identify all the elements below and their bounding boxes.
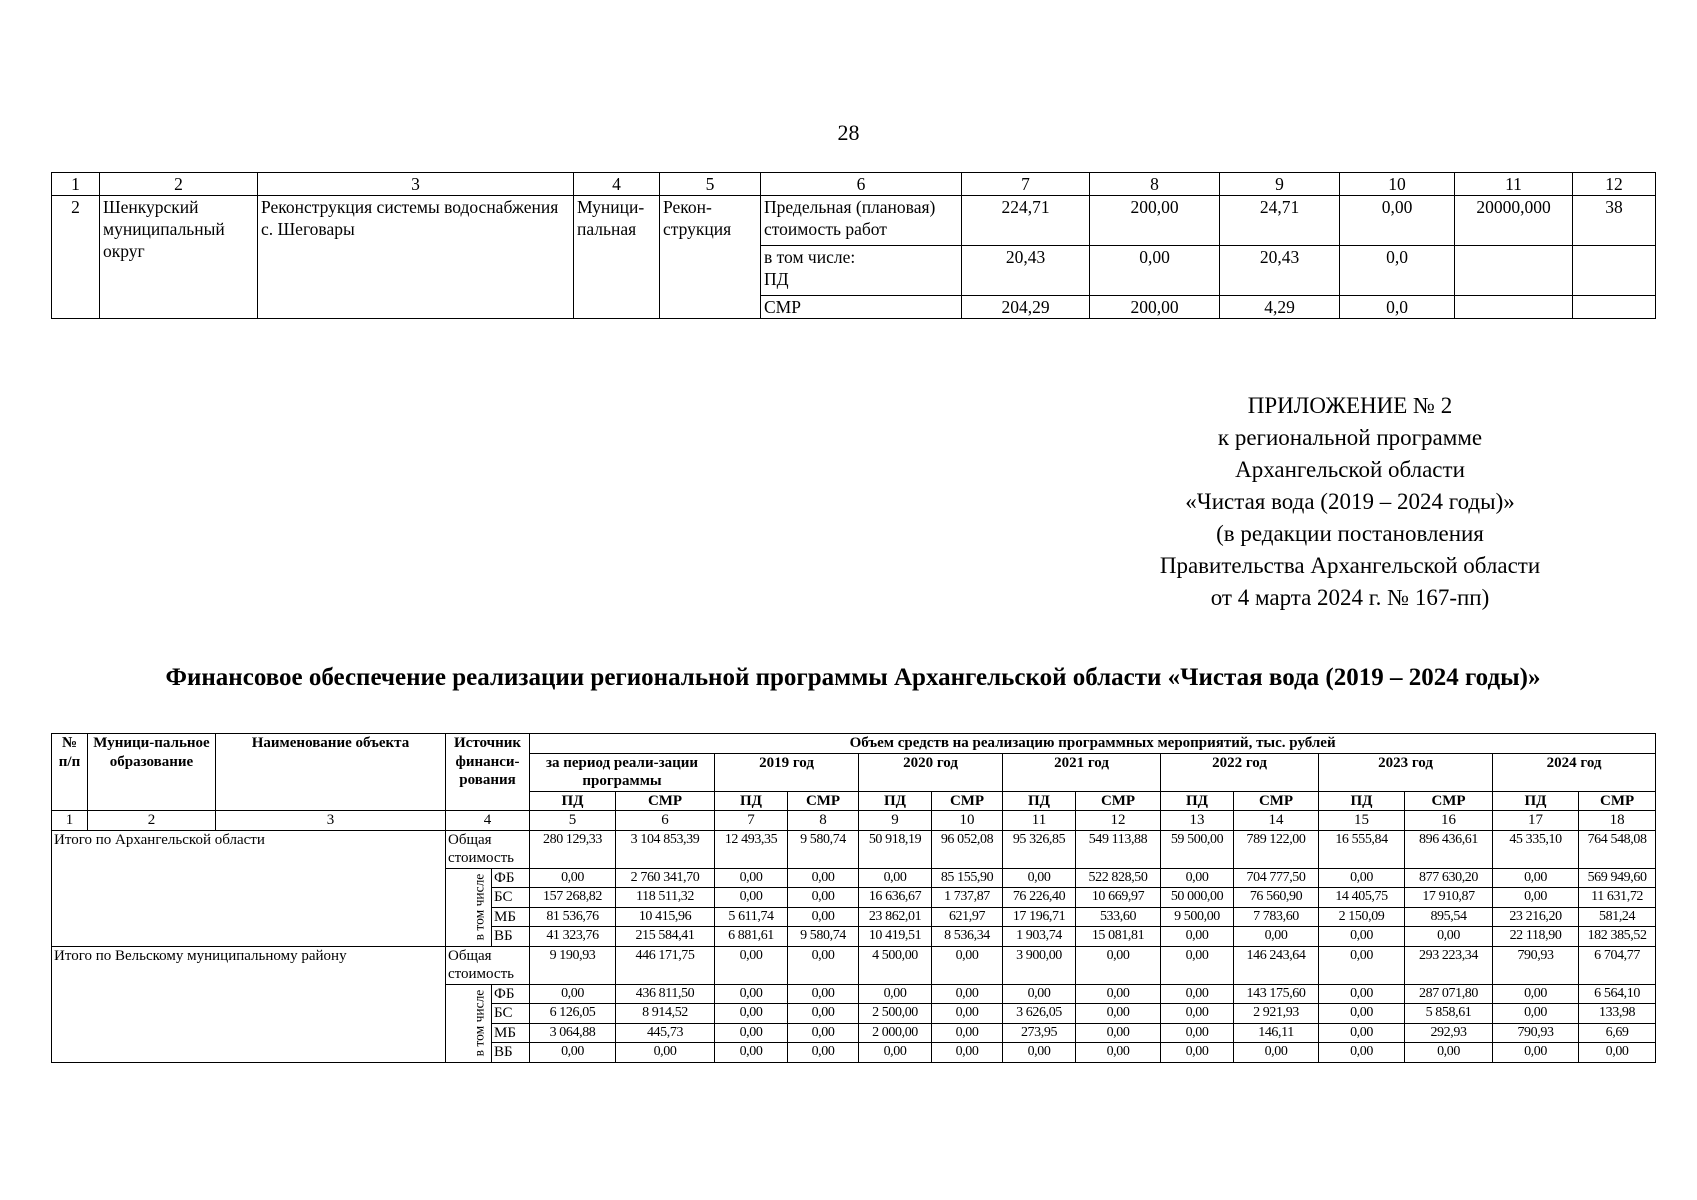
value-cell: 9 580,74	[788, 830, 859, 868]
value-cell: 0,00	[788, 907, 859, 927]
column-number: 1	[52, 173, 100, 196]
column-number: 12	[1076, 811, 1161, 831]
value-cell: 12 493,35	[715, 830, 788, 868]
value-cell: 22 118,90	[1493, 927, 1579, 947]
value-cell: 569 949,60	[1579, 868, 1656, 888]
value-cell: 20000,000	[1455, 196, 1573, 246]
value-cell: 0,00	[1319, 946, 1405, 984]
value-cell: 2 150,09	[1319, 907, 1405, 927]
group-label: Итого по Вельскому муниципальному району	[52, 946, 446, 1062]
value-cell: 764 548,08	[1579, 830, 1656, 868]
column-number-row	[52, 173, 1656, 196]
value-cell: 0,00	[1076, 984, 1161, 1004]
value-cell: 0,00	[715, 1043, 788, 1063]
value-cell: 23 216,20	[1493, 907, 1579, 927]
value-cell: 287 071,80	[1405, 984, 1493, 1004]
value-cell: 7 783,60	[1234, 907, 1319, 927]
value-cell: 0,00	[788, 868, 859, 888]
value-cell: 0,00	[1405, 927, 1493, 947]
value-cell: 6 564,10	[1579, 984, 1656, 1004]
document-title: Финансовое обеспечение реализации региональной программы Архангельской области «Чистая вода (2019 – 2024 годы)»	[165, 664, 1541, 691]
source-code: ФБ	[492, 868, 530, 888]
appendix-line: к региональной программе	[1217, 425, 1483, 450]
value-cell: 85 155,90	[932, 868, 1003, 888]
column-number: 13	[1161, 811, 1234, 831]
column-number: 4	[574, 173, 660, 196]
column-number: 1	[52, 811, 88, 831]
column-number: 5	[530, 811, 616, 831]
value-cell: 533,60	[1076, 907, 1161, 927]
value-cell: 2 760 341,70	[616, 868, 715, 888]
column-number-row	[52, 811, 1656, 831]
header-smr: СМР	[1234, 791, 1319, 811]
column-number: 8	[1090, 173, 1220, 196]
header-row	[52, 734, 1656, 754]
row-number: 2	[52, 196, 100, 319]
value-cell: 14 405,75	[1319, 888, 1405, 908]
value-cell: 0,00	[1405, 1043, 1493, 1063]
column-number: 6	[761, 173, 962, 196]
column-number: 3	[258, 173, 574, 196]
value-cell	[1455, 296, 1573, 319]
source-code: МБ	[492, 907, 530, 927]
value-cell: 2 500,00	[859, 1004, 932, 1024]
header-year: 2024 год	[1493, 753, 1656, 791]
header-year: 2020 год	[859, 753, 1003, 791]
header-smr: СМР	[1076, 791, 1161, 811]
value-cell: 45 335,10	[1493, 830, 1579, 868]
value-cell: 0,00	[859, 984, 932, 1004]
column-number: 7	[715, 811, 788, 831]
column-number: 6	[616, 811, 715, 831]
value-cell: 2 921,93	[1234, 1004, 1319, 1024]
header-municipality: Муници-пальное образование	[88, 734, 216, 811]
cost-label-line: ПД	[764, 269, 789, 289]
header-pd: ПД	[715, 791, 788, 811]
finance-table	[51, 733, 1656, 1063]
value-cell: 790,93	[1493, 946, 1579, 984]
value-cell: 293 223,34	[1405, 946, 1493, 984]
value-cell: 3 064,88	[530, 1023, 616, 1043]
value-cell: 896 436,61	[1405, 830, 1493, 868]
value-cell: 522 828,50	[1076, 868, 1161, 888]
value-cell: 0,00	[1319, 868, 1405, 888]
value-cell: 204,29	[962, 296, 1090, 319]
value-cell: 10 415,96	[616, 907, 715, 927]
value-cell: 4 500,00	[859, 946, 932, 984]
header-pd: ПД	[1161, 791, 1234, 811]
value-cell: 0,00	[1161, 1004, 1234, 1024]
column-number: 2	[100, 173, 258, 196]
header-smr: СМР	[616, 791, 715, 811]
value-cell: 0,00	[788, 946, 859, 984]
value-cell: 3 626,05	[1003, 1004, 1076, 1024]
value-cell	[1573, 246, 1656, 296]
value-cell: 76 226,40	[1003, 888, 1076, 908]
value-cell	[1455, 246, 1573, 296]
value-cell: 0,00	[1234, 1043, 1319, 1063]
value-cell: 0,00	[715, 1023, 788, 1043]
value-cell: 17 196,71	[1003, 907, 1076, 927]
value-cell: 0,00	[859, 868, 932, 888]
value-cell: 50 918,19	[859, 830, 932, 868]
value-cell: 9 580,74	[788, 927, 859, 947]
value-cell: 0,00	[530, 984, 616, 1004]
value-cell: 789 122,00	[1234, 830, 1319, 868]
value-cell: 0,00	[1319, 1004, 1405, 1024]
value-cell: 0,00	[1161, 927, 1234, 947]
value-cell: 16 636,67	[859, 888, 932, 908]
header-num: № п/п	[52, 734, 88, 811]
value-cell: 0,00	[1003, 868, 1076, 888]
value-cell: 0,00	[1579, 1043, 1656, 1063]
ownership-cell: Муници-пальная	[574, 196, 660, 319]
header-year: 2023 год	[1319, 753, 1493, 791]
value-cell: 0,00	[932, 1043, 1003, 1063]
total-source-label: Общая стоимость	[446, 946, 530, 984]
value-cell: 0,00	[1493, 1043, 1579, 1063]
header-period: за период реали-зации программы	[530, 753, 715, 791]
value-cell	[1573, 296, 1656, 319]
value-cell: 200,00	[1090, 296, 1220, 319]
value-cell: 2 000,00	[859, 1023, 932, 1043]
source-code: МБ	[492, 1023, 530, 1043]
appendix-line: ПРИЛОЖЕНИЕ № 2	[1247, 393, 1453, 418]
value-cell: 0,00	[1076, 1004, 1161, 1024]
table-row	[52, 196, 1656, 246]
value-cell: 0,00	[1161, 984, 1234, 1004]
value-cell: 581,24	[1579, 907, 1656, 927]
column-number: 16	[1405, 811, 1493, 831]
value-cell: 6 704,77	[1579, 946, 1656, 984]
value-cell: 41 323,76	[530, 927, 616, 947]
value-cell: 59 500,00	[1161, 830, 1234, 868]
header-pd: ПД	[859, 791, 932, 811]
page-number: 28	[837, 120, 860, 145]
value-cell: 0,00	[1161, 946, 1234, 984]
appendix-line: (в редакции постановления	[1216, 521, 1484, 546]
value-cell: 0,00	[932, 984, 1003, 1004]
value-cell: 0,00	[1340, 196, 1455, 246]
column-number: 8	[788, 811, 859, 831]
finance-table-body	[52, 811, 1656, 1063]
value-cell: 895,54	[1405, 907, 1493, 927]
value-cell: 224,71	[962, 196, 1090, 246]
source-code: ВБ	[492, 927, 530, 947]
column-number: 11	[1003, 811, 1076, 831]
value-cell: 0,00	[1003, 984, 1076, 1004]
value-cell: 621,97	[932, 907, 1003, 927]
column-number: 14	[1234, 811, 1319, 831]
value-cell: 0,00	[1076, 1023, 1161, 1043]
header-smr: СМР	[932, 791, 1003, 811]
object-name-cell: Реконструкция системы водоснабжения с. Шеговары	[258, 196, 574, 319]
value-cell: 182 385,52	[1579, 927, 1656, 947]
header-smr: СМР	[1405, 791, 1493, 811]
value-cell: 0,00	[859, 1043, 932, 1063]
value-cell: 280 129,33	[530, 830, 616, 868]
value-cell: 446 171,75	[616, 946, 715, 984]
cost-label: СМР	[761, 296, 962, 319]
source-code: ВБ	[492, 1043, 530, 1063]
value-cell: 15 081,81	[1076, 927, 1161, 947]
value-cell: 1 737,87	[932, 888, 1003, 908]
column-number: 10	[932, 811, 1003, 831]
value-cell: 0,00	[932, 1004, 1003, 1024]
incl-label: в том числе	[471, 873, 487, 941]
value-cell: 23 862,01	[859, 907, 932, 927]
value-cell: 0,00	[1076, 1043, 1161, 1063]
value-cell: 1 903,74	[1003, 927, 1076, 947]
value-cell: 0,00	[788, 1004, 859, 1024]
header-smr: СМР	[1579, 791, 1656, 811]
column-number: 9	[859, 811, 932, 831]
appendix-line: от 4 марта 2024 г. № 167-пп)	[1210, 585, 1490, 610]
value-cell: 790,93	[1493, 1023, 1579, 1043]
header-object: Наименование объекта	[216, 734, 446, 811]
value-cell: 0,0	[1340, 296, 1455, 319]
value-cell: 0,00	[715, 1004, 788, 1024]
value-cell: 0,00	[932, 946, 1003, 984]
appendix-line: Правительства Архангельской области	[1159, 553, 1541, 578]
value-cell: 157 268,82	[530, 888, 616, 908]
incl-label-cell	[446, 868, 492, 946]
value-cell: 0,00	[616, 1043, 715, 1063]
value-cell: 0,00	[932, 1023, 1003, 1043]
value-cell: 0,00	[715, 946, 788, 984]
incl-label-cell	[446, 984, 492, 1062]
value-cell: 273,95	[1003, 1023, 1076, 1043]
value-cell: 9 500,00	[1161, 907, 1234, 927]
value-cell: 38	[1573, 196, 1656, 246]
value-cell: 6,69	[1579, 1023, 1656, 1043]
cost-label-line: в том числе:	[764, 247, 856, 267]
value-cell: 0,00	[530, 868, 616, 888]
value-cell: 0,00	[715, 984, 788, 1004]
value-cell: 8 536,34	[932, 927, 1003, 947]
value-cell: 0,00	[788, 1043, 859, 1063]
value-cell: 24,71	[1220, 196, 1340, 246]
appendix-line: «Чистая вода (2019 – 2024 годы)»	[1185, 489, 1515, 514]
value-cell: 0,00	[788, 888, 859, 908]
value-cell: 0,0	[1340, 246, 1455, 296]
value-cell: 96 052,08	[932, 830, 1003, 868]
header-smr: СМР	[788, 791, 859, 811]
header-year: 2022 год	[1161, 753, 1319, 791]
value-cell: 200,00	[1090, 196, 1220, 246]
work-type-cell: Рекон-струкция	[660, 196, 761, 319]
value-cell: 50 000,00	[1161, 888, 1234, 908]
value-cell: 20,43	[1220, 246, 1340, 296]
value-cell: 0,00	[1493, 868, 1579, 888]
value-cell: 20,43	[962, 246, 1090, 296]
value-cell: 549 113,88	[1076, 830, 1161, 868]
value-cell: 118 511,32	[616, 888, 715, 908]
value-cell: 3 900,00	[1003, 946, 1076, 984]
header-pd: ПД	[1003, 791, 1076, 811]
appendix-line: Архангельской области	[1235, 457, 1465, 482]
value-cell: 0,00	[1493, 984, 1579, 1004]
value-cell: 4,29	[1220, 296, 1340, 319]
value-cell: 81 536,76	[530, 907, 616, 927]
total-source-label: Общая стоимость	[446, 830, 530, 868]
value-cell: 10 419,51	[859, 927, 932, 947]
value-cell: 877 630,20	[1405, 868, 1493, 888]
value-cell: 0,00	[1076, 946, 1161, 984]
incl-label: в том числе	[471, 989, 487, 1057]
column-number: 12	[1573, 173, 1656, 196]
column-number: 17	[1493, 811, 1579, 831]
group-label: Итого по Архангельской области	[52, 830, 446, 946]
value-cell: 11 631,72	[1579, 888, 1656, 908]
cost-label: Предельная (плановая) стоимость работ	[761, 196, 962, 246]
header-pd: ПД	[1493, 791, 1579, 811]
column-number: 4	[446, 811, 530, 831]
municipality-cell: Шенкурский муниципальный округ	[100, 196, 258, 319]
header-source: Источник финанси-рования	[446, 734, 530, 811]
column-number: 9	[1220, 173, 1340, 196]
value-cell: 704 777,50	[1234, 868, 1319, 888]
value-cell: 10 669,97	[1076, 888, 1161, 908]
value-cell: 436 811,50	[616, 984, 715, 1004]
value-cell: 9 190,93	[530, 946, 616, 984]
value-cell: 0,00	[788, 1023, 859, 1043]
value-cell: 292,93	[1405, 1023, 1493, 1043]
value-cell: 146 243,64	[1234, 946, 1319, 984]
header-pd: ПД	[1319, 791, 1405, 811]
value-cell: 133,98	[1579, 1004, 1656, 1024]
value-cell: 16 555,84	[1319, 830, 1405, 868]
value-cell: 5 858,61	[1405, 1004, 1493, 1024]
value-cell: 0,00	[1319, 1023, 1405, 1043]
value-cell: 0,00	[788, 984, 859, 1004]
column-number: 18	[1579, 811, 1656, 831]
header-year: 2021 год	[1003, 753, 1161, 791]
value-cell: 3 104 853,39	[616, 830, 715, 868]
value-cell: 17 910,87	[1405, 888, 1493, 908]
column-number: 5	[660, 173, 761, 196]
value-cell: 215 584,41	[616, 927, 715, 947]
value-cell: 146,11	[1234, 1023, 1319, 1043]
header-pd: ПД	[530, 791, 616, 811]
value-cell: 0,00	[1493, 888, 1579, 908]
value-cell: 76 560,90	[1234, 888, 1319, 908]
value-cell: 0,00	[1234, 927, 1319, 947]
value-cell: 0,00	[1493, 1004, 1579, 1024]
value-cell: 0,00	[1161, 1043, 1234, 1063]
cost-label	[761, 246, 962, 296]
value-cell: 0,00	[1003, 1043, 1076, 1063]
group-total-row	[52, 830, 1656, 868]
header-volume: Объем средств на реализацию программных мероприятий, тыс. рублей	[530, 734, 1656, 754]
value-cell: 0,00	[530, 1043, 616, 1063]
value-cell: 143 175,60	[1234, 984, 1319, 1004]
column-number: 15	[1319, 811, 1405, 831]
value-cell: 6 881,61	[715, 927, 788, 947]
value-cell: 0,00	[1161, 868, 1234, 888]
column-number: 2	[88, 811, 216, 831]
appendix-header	[1080, 390, 1620, 614]
value-cell: 0,00	[1319, 1043, 1405, 1063]
column-number: 10	[1340, 173, 1455, 196]
column-number: 7	[962, 173, 1090, 196]
value-cell: 8 914,52	[616, 1004, 715, 1024]
group-total-row	[52, 946, 1656, 984]
column-number: 3	[216, 811, 446, 831]
object-table	[51, 172, 1656, 319]
value-cell: 0,00	[1319, 984, 1405, 1004]
value-cell: 0,00	[1319, 927, 1405, 947]
value-cell: 95 326,85	[1003, 830, 1076, 868]
column-number: 11	[1455, 173, 1573, 196]
value-cell: 0,00	[1090, 246, 1220, 296]
value-cell: 6 126,05	[530, 1004, 616, 1024]
value-cell: 445,73	[616, 1023, 715, 1043]
source-code: ФБ	[492, 984, 530, 1004]
value-cell: 5 611,74	[715, 907, 788, 927]
value-cell: 0,00	[1161, 1023, 1234, 1043]
value-cell: 0,00	[715, 888, 788, 908]
header-year: 2019 год	[715, 753, 859, 791]
source-code: БС	[492, 888, 530, 908]
source-code: БС	[492, 1004, 530, 1024]
value-cell: 0,00	[715, 868, 788, 888]
